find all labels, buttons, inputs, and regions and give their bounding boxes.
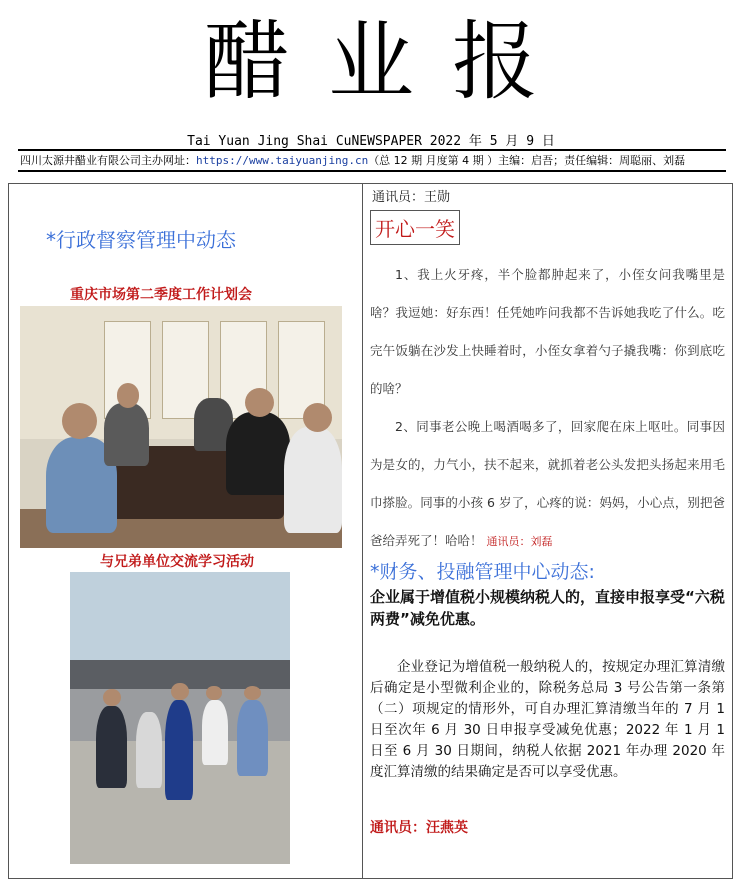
- issue-text: （总 12 期 月度第 4 期 ）主编：启吾；责任编辑：周聪丽、刘磊: [368, 154, 686, 167]
- meeting-photo: [20, 306, 342, 548]
- masthead-title: 醋业报: [204, 12, 576, 112]
- joke-2: [370, 408, 725, 561]
- admin-section-title: *行政督察管理中动态: [46, 228, 236, 252]
- finance-section-title: *财务、投融管理中心动态:: [370, 561, 595, 583]
- reporter-byline-top: 通讯员：王勋: [372, 190, 451, 205]
- joke-1: 1、我上火牙疼，半个脸都肿起来了，小侄女问我嘴里是啥？我逗她：好东西！任凭她咋问我都不告诉她我吃了什么。吃完午饭躺在沙发上快睡着时，小侄女拿着勺子撬我嘴：你到底吃的啥？: [370, 267, 725, 396]
- joke-byline: 通讯员：刘磊: [486, 535, 553, 548]
- website-link[interactable]: https://www.taiyuanjing.cn: [196, 154, 369, 167]
- bottom-rule: [18, 170, 726, 172]
- sponsor-text: 四川太源井醋业有限公司主办网址：: [20, 154, 196, 167]
- finance-body: 企业登记为增值税一般纳税人的，按规定办理汇算清缴后确定是小型微利企业的，除税务总局 3 号公告第一条第（二）项规定的情形外，可自办理汇算清缴当年的 7 月 1 日至次年 6 月 30 日申报享受减免优惠；2022 年 1 月 1 日至 6 月 30 日期间，纳税人依据 2021 年办理 2020 年度汇算清缴的结果确定是否可以享受优惠。: [370, 659, 725, 780]
- finance-headline: 企业属于增值税小规模纳税人的，直接申报享受“六税两费”减免优惠。: [370, 588, 725, 628]
- joke-section-title: 开心一笑: [370, 210, 460, 245]
- column-divider: [362, 183, 363, 879]
- photo2-caption: 与兄弟单位交流学习活动: [100, 554, 254, 570]
- publication-info: [20, 152, 730, 168]
- masthead-subtitle: Tai Yuan Jing Shai CuNEWSPAPER 2022 年 5 月 9 日: [187, 134, 555, 149]
- top-rule: [18, 149, 726, 151]
- exchange-visit-photo: [70, 572, 290, 864]
- reporter-byline-bottom: 通讯员：汪燕英: [370, 820, 468, 836]
- joke-content: [370, 256, 725, 561]
- joke-2-text: 2、同事老公晚上喝酒喝多了，回家爬在床上呕吐。同事因为是女的，力气小，扶不起来，就抓着老公头发把头扬起来用毛巾搽脸。同事的小孩 6 岁了，心疼的说：妈妈，小心点，别把爸爸给弄死了！哈哈！: [370, 419, 725, 548]
- photo1-caption: 重庆市场第二季度工作计划会: [70, 287, 252, 303]
